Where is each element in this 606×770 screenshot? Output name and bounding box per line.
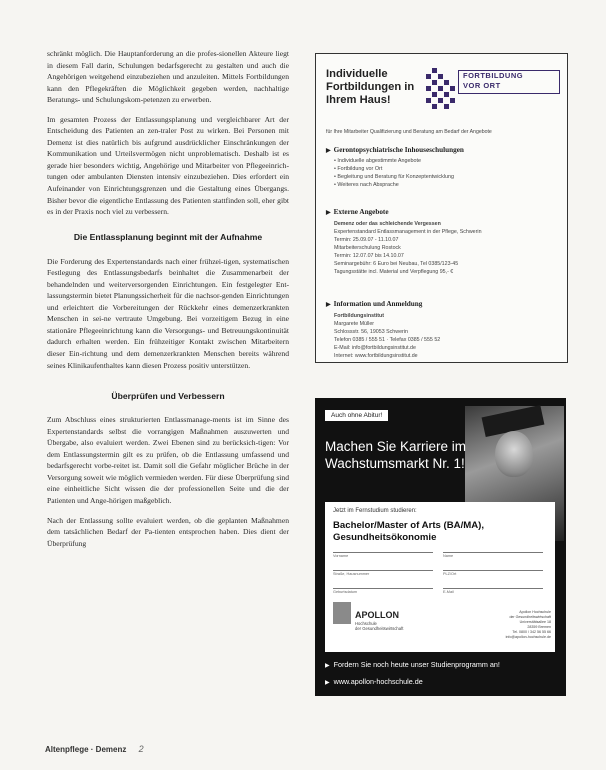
school-name: APOLLON	[355, 610, 399, 620]
field-label: Name	[443, 554, 454, 558]
advertisement-apollon	[315, 398, 566, 696]
headline-line: Machen Sie Karriere im	[325, 439, 467, 454]
section-heading: Überprüfen und Verbessern	[111, 391, 225, 402]
field-label: PLZ/Ort	[443, 572, 457, 576]
info-line: Fortbildungsinstitut	[334, 313, 385, 319]
ad-info-block	[334, 220, 482, 276]
form-title-line: Gesundheitsökonomie	[333, 532, 437, 543]
ad-headline	[325, 438, 466, 472]
list-item: • Weiteres nach Absprache	[334, 182, 454, 190]
info-line: Expertenstandard Entlassmanagement in der Pflege, Schwerin	[334, 229, 482, 235]
graduate-face	[495, 431, 533, 477]
logo-line: VOR ORT	[463, 81, 501, 90]
ad-tag: Auch ohne Abitur!	[325, 410, 388, 421]
article-paragraph: Zum Abschluss eines strukturierten Entlassmanage-ments ist im Sinne des Expertenstandards selbst die vorrangigen Maßnahmen auszuwerten und Übergabe, also evaluiert werden. Zwei Ebenen sind zu berücksich-tigen: Vor dem Entlassungstermin gilt es zu prüfen, ob die Entlassung umfassend und bedarfsgerecht vorbe-reitet ist. Damit soll die Gefahr möglicher Brüche in der Versorgung soweit wie möglich vermieden werden. Für diese Überprüfung sind eine einheitliche Sicht wissen die der professionellen Seite und die der Patienten und Ange-hörigen maßgeblich.	[47, 415, 289, 505]
section-heading: Die Entlassplanung beginnt mit der Aufnahme	[73, 231, 263, 242]
info-line: Demenz oder das schleichende Vergessen	[334, 221, 441, 227]
advertisement-fortbildung	[315, 53, 568, 363]
info-line: Telefon 0385 / 555 51 · Telefax 0385 / 555 52	[334, 337, 441, 343]
list-item: • Fortbildung vor Ort	[334, 166, 454, 174]
form-title-line: Bachelor/Master of Arts (BA/MA),	[333, 520, 485, 531]
birthdate-field[interactable]	[333, 588, 433, 589]
form-title	[333, 520, 484, 544]
ad-list	[334, 158, 454, 190]
ad-section-title: ▶ Information und Anmeldung	[326, 300, 423, 308]
mosaic-logo-icon	[426, 68, 456, 112]
city-field[interactable]	[443, 570, 543, 571]
headline-line: Wachstumsmarkt Nr. 1!	[325, 456, 465, 471]
logo-text-box	[458, 70, 560, 94]
field-label: E-Mail	[443, 590, 454, 594]
fortbildung-logo	[426, 68, 556, 112]
street-field[interactable]	[333, 570, 433, 571]
info-line: Tagungsstätte incl. Material und Verpflegung 95,- €	[334, 269, 454, 275]
school-subtitle: Hochschule der Gesundheitswirtschaft	[355, 621, 404, 631]
ad-contact-block	[334, 312, 440, 360]
arrow-right-icon: ▶	[325, 680, 330, 686]
info-line: Termin: 25.09.07 - 11.10.07	[334, 237, 399, 243]
apollon-head-icon	[333, 602, 351, 624]
article-paragraph: Im gesamten Prozess der Entlassungsplanung und vergleichbarer Art der Entscheidung des Patienten an zen-traler Post zu wirken. Bei Personen mit Demenz ist dies natürlich bis aufgrund ausdrücklicher Einschränkungen der Kommunikation und Urteilsvermögen nicht unproblematisch. Deshalb ist es gerade hier besonders wichtig, Angehörige und Mitarbeiter von Pflegeeinrich-tungen oder ambulanten Diensten intensiv einzubeziehen. Dies erfordert ein Aufeinander von Einrichtungsgrenzen und die Gestaltung eines Übergangs. Bisher bevor die eigentliche Entlassung des Patienten stattfinden soll, eher gibt es in der Praxis noch viel zu verbessern.	[47, 114, 289, 217]
article-paragraph: Die Forderung des Expertenstandards nach einer frühzei-tigen, systematischen Festlegung des Entlassungsbedarfs beinhaltet die Zusammenarbeit der behandelnden und weiterversorgenden Einrichtungen. Ein festgelegter Ent-lassungstermin bietet Planungssicherheit für die nachsor-genden Einrichtungen und erleichtert die Vorbereitungen der Rückkehr eines demenzerkrankten Menschen in sei-ne vertraute Umgebung. Bei vorzeitigem Bezug in eine stationäre Pflegeeinrichtung kann die Versorgungs- und Betreuungskontinuität dadurch erhalten werden. Ein frühzeitiger Kontakt zwischen Mitarbeitern dieser Ein-richtung und dem demenzerkrankten Menschen bereits während seines Klinikaufenthaltes kann diesen Prozess positiv unterstützen.	[47, 256, 289, 370]
field-label: Straße, Hausnummer	[333, 572, 370, 576]
page-marker: 2	[138, 744, 144, 754]
triangle-right-icon: ▶	[326, 210, 331, 216]
arrow-right-icon: ▶	[325, 663, 330, 669]
info-line: Seminargebühr: 6 Euro bei Neubau, Tel 0385/123-45	[334, 261, 459, 267]
magazine-name: Altenpflege · Demenz	[45, 745, 127, 754]
email-field[interactable]	[443, 588, 543, 589]
logo-line: FORTBILDUNG	[463, 71, 524, 80]
article-paragraph: schränkt möglich. Die Hauptanforderung an die profes-sionellen Akteure liegt in diesem Fall darin, Schulungen bedarfsgerecht zu gestalten und auch die Angehörigen weitgehend einzubeziehen und anzuleiten. Mittels Fortbildungen kann den Pflegekräften die Möglichkeit gegeben werden, nachhaltige Beratungs- und Schulungskom-petenzen zu erwerben.	[47, 49, 289, 105]
article-column	[47, 48, 289, 557]
triangle-right-icon: ▶	[326, 148, 331, 154]
cta-website[interactable]: ▶ www.apollon-hochschule.de	[325, 677, 423, 686]
page-footer	[45, 744, 144, 754]
field-label: Geburtsdatum	[333, 590, 358, 594]
list-item: • Individuelle abgestimmte Angebote	[334, 158, 454, 166]
website-link[interactable]: Internet: www.fortbildungsinstitut.de	[334, 353, 418, 359]
school-address: Apollon Hochschule der Gesundheitswirtschaft Universitätsallee 18 28359 Bremen Tel. 0800 / 342 56 55 66 info@apollon-hochschule.de	[505, 610, 551, 639]
coupon-form	[325, 502, 555, 652]
list-item: • Begleitung und Beratung für Konzeptentwicklung	[334, 174, 454, 182]
info-line: Termin: 12.07.07 bis 14.10.07	[334, 253, 404, 259]
ad-section-title: ▶ Gerontopsychiatrische Inhouseschulungen	[326, 146, 464, 154]
field-label: Vorname	[333, 554, 349, 558]
ad-title: Individuelle Fortbildungen in Ihrem Haus!	[326, 68, 415, 106]
info-line: Mitarbeiterschulung Rostock	[334, 245, 401, 251]
ad-intro: für Ihre Mitarbeiter Qualifizierung und Beratung am Bedarf der Angebote	[326, 129, 492, 135]
triangle-right-icon: ▶	[326, 302, 331, 308]
email-link[interactable]: E-Mail: info@fortbildungsinstitut.de	[334, 345, 416, 351]
article-paragraph: Nach der Entlassung sollte evaluiert werden, ob die geplanten Maßnahmen dem tatsächlichen Bedarf der Pa-tienten entsprochen haben. Dies dient der Überprüfung	[47, 515, 289, 548]
last-name-field[interactable]	[443, 552, 543, 553]
info-line: Schlossstr. 56, 19053 Schwerin	[334, 329, 408, 335]
first-name-field[interactable]	[333, 552, 433, 553]
ad-section-title: ▶ Externe Angebote	[326, 208, 389, 216]
info-line: Margarete Müller	[334, 321, 375, 327]
cta-order[interactable]: ▶ Fordern Sie noch heute unser Studienprogramm an!	[325, 660, 500, 669]
form-intro: Jetzt im Fernstudium studieren:	[333, 508, 417, 514]
